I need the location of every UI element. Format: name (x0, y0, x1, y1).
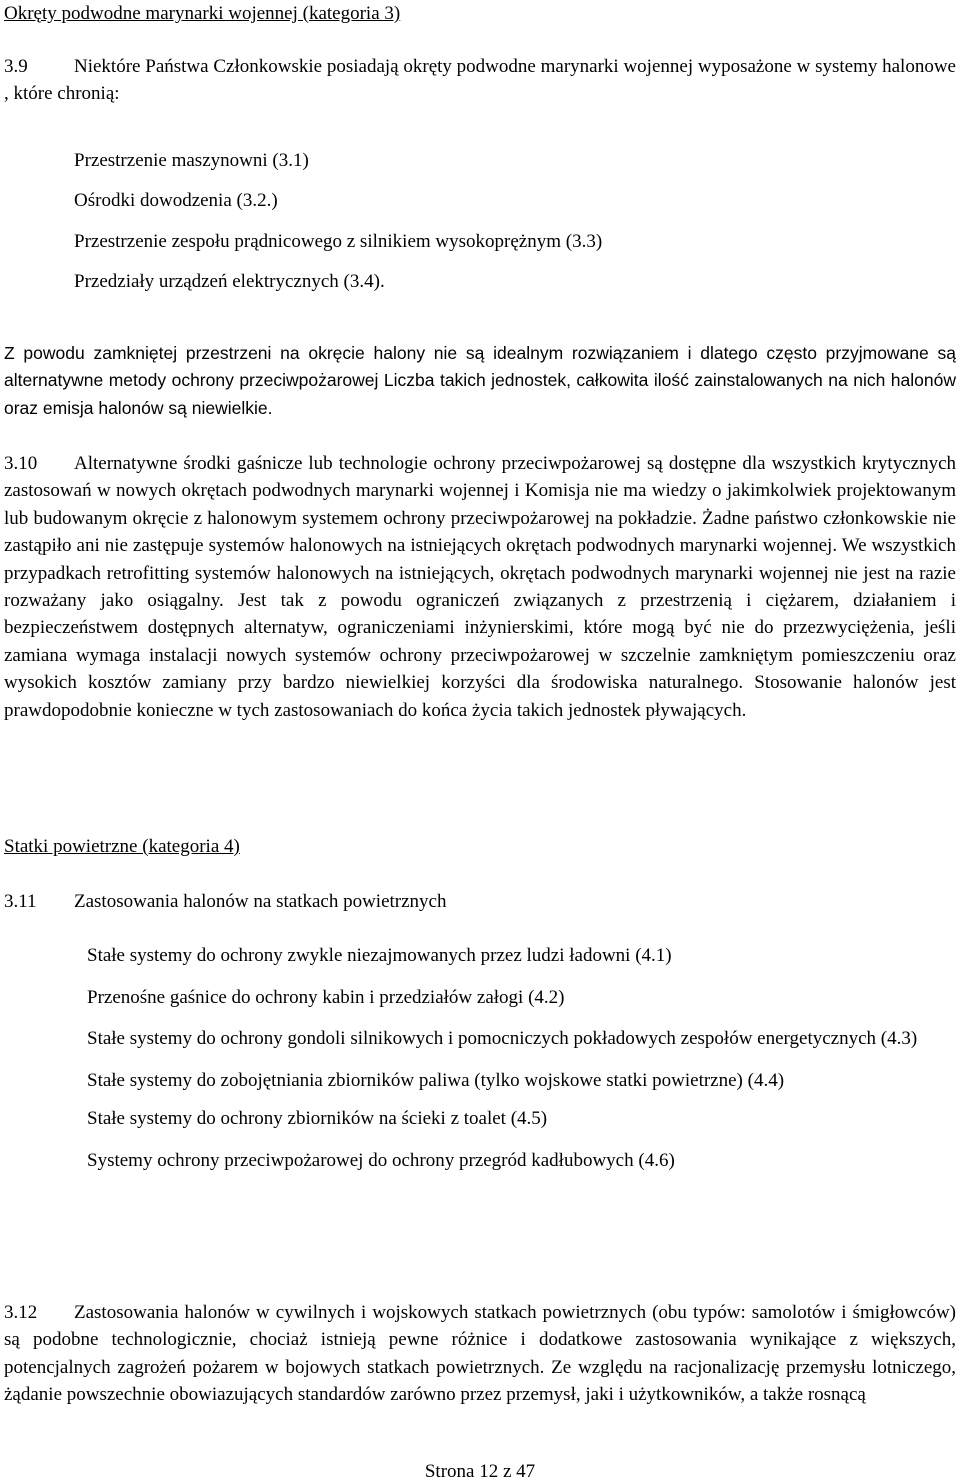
paragraph-text: Zastosowania halonów w cywilnych i wojskowych statkach powietrznych (obu typów: samolotów i śmigłowców) są podobne technologicznie, chociaż istnieją pewne różnice i dodatkowe zastosowania wynikające z większych, potencjalnych zagrożeń pożarem w bojowych statkach powietrznych. Ze względu na racjonalizację przemysłu lotniczego, żądanie powszechnie obowiazujących standardów zarówno przez przemysł, jaki i użytkowników, a także rosnącą (4, 1302, 956, 1406)
list-aircraft-applications (87, 942, 956, 1189)
paragraph-number: 3.11 (4, 891, 37, 912)
section-heading-aircraft: Statki powietrzne (kategoria 4) (4, 836, 240, 857)
section-heading-submarines: Okręty podwodne marynarki wojennej (kategoria 3) (4, 3, 401, 24)
list-item: Stałe systemy do ochrony zwykle niezajmowanych przez ludzi ładowni (4.1) (87, 945, 672, 966)
paragraph-text: Alternatywne środki gaśnicze lub technologie ochrony przeciwpożarowej są dostępne dla wszystkich krytycznych zastosowań w nowych okrętach podwodnych marynarki wojennej i Komisja nie ma wiedzy o jakimkolwiek projektowanym lub budowanym okręcie z halonowym systemem ochrony przeciwpożarowej na pokładzie. Żadne państwo członkowskie nie zastąpiło ani nie zastępuje systemów halonowych na istniejących okrętach podwodnych marynarki wojennej. We wszystkich przypadkach retrofitting systemów halonowych na istniejących, okrętach podwodnych marynarki wojennej nie jest na razie rozważany jako osiągalny. Jest tak z powodu ograniczeń związanych z przestrzenią i ciężarem, działaniem i bezpieczeństwem dostępnych alternatyw, ograniczeniami inżynierskimi, które mogą być nie do przezwyciężenia, jeśli zamiana wymaga instalacji nowych systemów ochrony przeciwpożarowej w szczelnie zamkniętym pomieszczeniu oraz wysokich kosztów zamiany przy bardzo niewielkiej korzyści dla środowiska naturalnego. Stosowanie halonów jest prawdopodobnie konieczne w tych zastosowaniach do końca życia takich jednostek pływających. (4, 453, 956, 721)
paragraph-3-9 (4, 53, 956, 108)
paragraph-3-11 (4, 888, 956, 915)
list-item: Systemy ochrony przeciwpożarowej do ochrony przegród kadłubowych (4.6) (87, 1150, 675, 1172)
paragraph-text: Zastosowania halonów na statkach powietrznych (74, 891, 447, 912)
list-item: Przestrzenie zespołu prądnicowego z silnikiem wysokoprężnym (3.3) (74, 230, 603, 252)
paragraph-note: Z powodu zamkniętej przestrzeni na okręcie halony nie są idealnym rozwiązaniem i dlatego często przyjmowane są alternatywne metody ochrony przeciwpożarowej Liczba takich jednostek, całkowita ilość zainstalowanych na nich halonów oraz emisja halonów są niewielkie. (4, 343, 956, 418)
paragraph-3-10 (4, 450, 956, 724)
paragraph-number: 3.10 (4, 453, 38, 474)
list-item: Stałe systemy do ochrony gondoli silnikowych i pomocniczych pokładowych zespołów energetycznych (4.3) (87, 1028, 918, 1050)
paragraph-number: 3.12 (4, 1302, 38, 1323)
paragraph-3-12 (4, 1299, 956, 1409)
paragraph-number: 3.9 (4, 56, 28, 77)
list-item: Przestrzenie maszynowni (3.1) (74, 150, 309, 171)
list-item: Stałe systemy do zobojętniania zbiorników paliwa (tylko wojskowe statki powietrzne) (4.4) (87, 1069, 785, 1091)
paragraph-text: Niektóre Państwa Członkowskie posiadają okręty podwodne marynarki wojennej wyposażone w systemy halonowe , które chronią: (4, 56, 956, 105)
list-item: Ośrodki dowodzenia (3.2.) (74, 190, 278, 212)
list-item: Przedziały urządzeń elektrycznych (3.4). (74, 270, 385, 292)
list-item: Przenośne gaśnice do ochrony kabin i przedziałów załogi (4.2) (87, 986, 565, 1008)
list-protected-spaces (74, 147, 956, 308)
page-number-footer: Strona 12 z 47 (424, 1461, 536, 1482)
list-item: Stałe systemy do ochrony zbiorników na ścieki z toalet (4.5) (87, 1108, 548, 1130)
